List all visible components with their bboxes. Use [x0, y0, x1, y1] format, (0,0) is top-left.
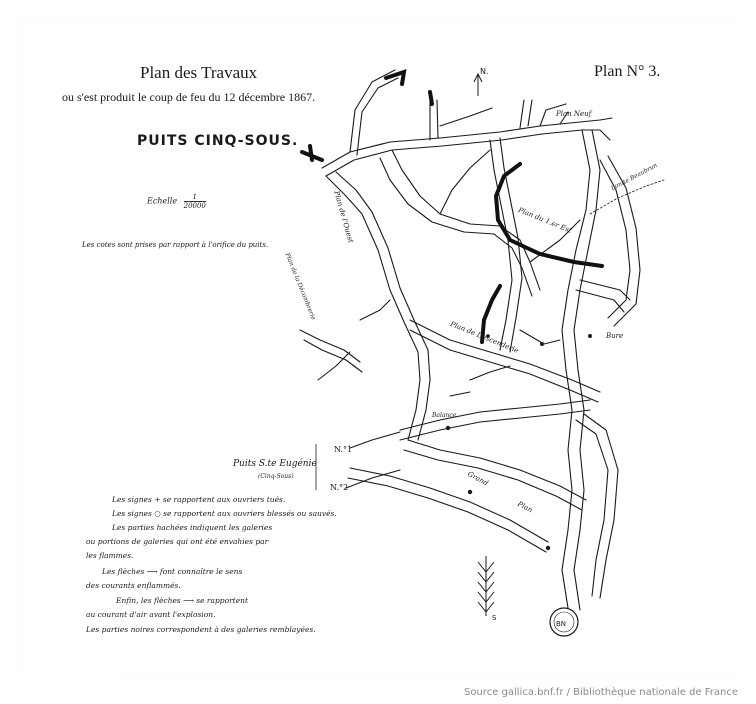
- marker-n1: N.°1: [334, 445, 353, 454]
- label-balance: Balance: [432, 412, 457, 419]
- shaft-marker-2: [468, 490, 472, 494]
- scale-numerator: 1: [184, 193, 206, 202]
- gallery-grand-plan-2: [348, 478, 546, 552]
- marker-n2: N.°2: [330, 483, 349, 492]
- label-plan-1er-est: Plan du 1.er Est: [517, 206, 573, 235]
- gallery-lower-1: [408, 440, 586, 500]
- shaft-marker-1: [446, 426, 450, 430]
- gallery-east-8: [584, 414, 618, 598]
- gallery-loop-1: [392, 150, 540, 290]
- legend-line-6: Les flèches ⟶ font connaître le sens: [102, 567, 243, 576]
- gallery-decombre-4: [360, 300, 390, 320]
- legend-line-10: Les parties noires correspondent à des galeries remblayées.: [86, 625, 316, 634]
- legend-line-4: ou portions de galeries qui ont été envahies par: [86, 537, 269, 546]
- gallery-east-1: [562, 130, 590, 608]
- gallery-stub-7: [528, 100, 532, 126]
- south-label: S: [492, 614, 497, 622]
- map-title: Plan des Travaux: [140, 63, 258, 82]
- gallery-balance-1: [400, 400, 590, 430]
- gallery-stub-5: [440, 108, 492, 126]
- label-plan-neuf: Plan Neuf: [556, 110, 592, 118]
- source-credit: Source gallica.bnf.fr / Bibliothèque nationale de France: [464, 687, 739, 698]
- gallery-decombre-3: [318, 352, 350, 380]
- map-subtitle: ou s'est produit le coup de feu du 12 décembre 1867.: [62, 90, 316, 104]
- shaft-label: Puits S.te Eugénie: [233, 459, 317, 469]
- label-plan-ouest: Plan de l'Ouest: [332, 190, 355, 244]
- legend-line-3: Les parties hachées indiquent les galeries: [112, 523, 273, 532]
- gallery-east-5: [580, 280, 630, 300]
- gallery-upper-ne-1: [580, 118, 612, 122]
- gallery-balance-2: [400, 410, 590, 440]
- gallery-stub-6: [520, 100, 524, 128]
- label-grand: Grand: [466, 470, 490, 488]
- legend-line-2: Les signes ○ se rapportent aux ouvriers blessés ou sauvés.: [112, 509, 337, 518]
- gallery-diag-5: [450, 392, 470, 396]
- gallery-lower-2: [404, 450, 582, 510]
- label-limite: Limite Beaubrun: [610, 161, 659, 193]
- legend-line-9: au courant d'air avant l'explosion.: [86, 610, 216, 619]
- scale-text: Echelle: [147, 196, 178, 206]
- boundary-limite: [590, 180, 664, 214]
- label-bure: Bure: [606, 332, 624, 340]
- plan-number: Plan N° 3.: [594, 63, 661, 80]
- shaft-sublabel: (Cinq-Sous): [258, 473, 294, 480]
- elevation-note: Les cotes sont prises par rapport à l'orifice du puits.: [82, 241, 269, 249]
- gallery-n1-branch: [350, 432, 400, 448]
- gallery-diag-4: [470, 366, 510, 380]
- legend-line-1: Les signes + se rapportent aux ouvriers tués.: [112, 495, 286, 504]
- legend-arrow: [478, 556, 494, 616]
- gallery-stub-2: [357, 78, 398, 155]
- shaft-marker-4: [540, 342, 544, 346]
- shaft-marker-3: [546, 546, 550, 550]
- gallery-upper-ne-2: [582, 130, 610, 140]
- shaft-marker-5: [588, 334, 592, 338]
- legend-line-7: des courants enflammés.: [86, 581, 181, 590]
- legend-line-8: Enfin, les flèches ⟶ se rapportent: [116, 596, 248, 605]
- gallery-west-2: [336, 172, 430, 440]
- sheet-border: [20, 20, 736, 676]
- scale-denominator: 20000: [183, 202, 206, 210]
- north-arrow: [474, 74, 482, 96]
- library-stamp: [550, 608, 578, 636]
- gallery-diag-3: [520, 330, 560, 344]
- label-plan: Plan: [516, 500, 534, 515]
- legend-line-5: les flammes.: [86, 551, 134, 560]
- gallery-diag-1: [440, 150, 490, 214]
- svg-text:BN: BN: [556, 620, 567, 628]
- gallery-stub-4: [437, 100, 438, 138]
- backfilled-gallery-4: [310, 146, 312, 160]
- gallery-decombre-1: [300, 330, 360, 362]
- well-name: PUITS CINQ-SOUS.: [137, 133, 299, 149]
- backfilled-gallery-6: [430, 92, 432, 104]
- label-plan-decombre: Plan de la Décombrerie: [283, 252, 317, 322]
- backfilled-gallery-1: [496, 164, 602, 266]
- gallery-loop-2: [380, 158, 532, 296]
- gallery-descenderie-1: [410, 320, 600, 392]
- gallery-decombre-2: [304, 340, 362, 372]
- label-plan-descenderie: Plan de Descenderie: [449, 320, 520, 355]
- north-label: N.: [480, 67, 489, 76]
